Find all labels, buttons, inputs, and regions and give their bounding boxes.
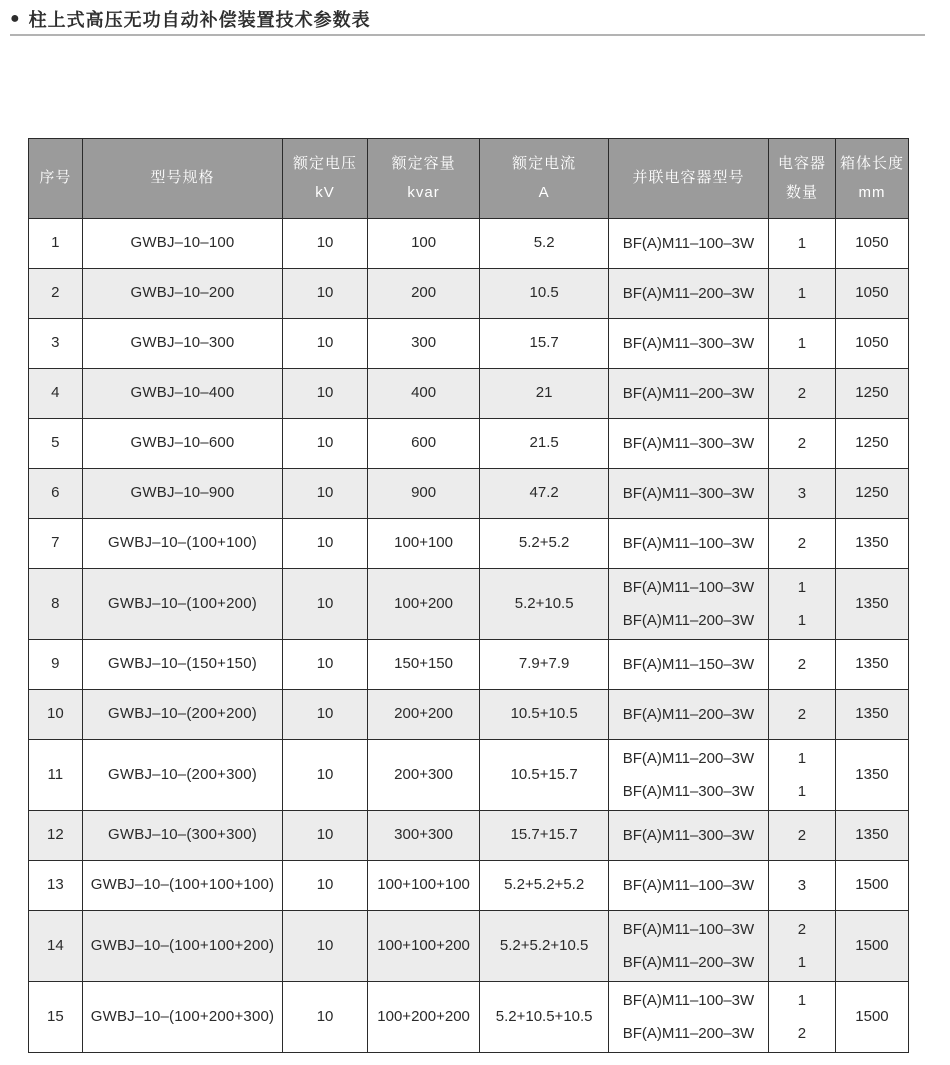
cell-index: 12 xyxy=(29,811,83,861)
cell-index: 8 xyxy=(29,569,83,640)
capacitor-model-line: BF(A)M11–100–3W xyxy=(622,579,755,596)
capacitor-count-line: 1 xyxy=(797,335,807,352)
cell-capacity: 400 xyxy=(367,369,480,419)
cell-index: 7 xyxy=(29,519,83,569)
cell-index: 10 xyxy=(29,690,83,740)
cell-voltage: 10 xyxy=(283,982,367,1053)
cell-capacity: 100+200+200 xyxy=(367,982,480,1053)
cell-capacitor-model xyxy=(608,911,768,982)
page-title-text: 柱上式高压无功自动补偿装置技术参数表 xyxy=(28,10,371,30)
cell-capacitor-model xyxy=(608,269,768,319)
capacitor-count-line: 1 xyxy=(797,285,807,302)
column-header-box_length-line: 箱体长度 xyxy=(839,155,904,172)
cell-box-length: 1350 xyxy=(835,740,908,811)
column-header-capacity-line: 额定容量 xyxy=(391,155,456,172)
cell-voltage: 10 xyxy=(283,519,367,569)
cell-model: GWBJ–10–(300+300) xyxy=(82,811,283,861)
cell-capacity: 200+300 xyxy=(367,740,480,811)
capacitor-model-line: BF(A)M11–100–3W xyxy=(622,921,755,938)
capacitor-model-line: BF(A)M11–100–3W xyxy=(622,992,755,1009)
capacitor-model-line: BF(A)M11–200–3W xyxy=(622,750,755,767)
column-header-box_length xyxy=(835,139,908,219)
column-header-voltage-line: 额定电压 xyxy=(293,155,358,172)
cell-voltage: 10 xyxy=(283,640,367,690)
column-header-capacitor_count-line: 数量 xyxy=(785,183,818,201)
capacitor-count-line: 1 xyxy=(797,612,807,629)
table-header xyxy=(29,139,909,219)
cell-model: GWBJ–10–900 xyxy=(82,469,283,519)
cell-capacitor-count xyxy=(769,640,836,690)
capacitor-model-line: BF(A)M11–300–3W xyxy=(622,335,755,352)
capacitor-count-line: 1 xyxy=(797,992,807,1009)
table-row xyxy=(29,519,909,569)
column-header-capacitor_model xyxy=(608,139,768,219)
cell-index: 2 xyxy=(29,269,83,319)
cell-index: 1 xyxy=(29,219,83,269)
cell-current: 5.2+10.5+10.5 xyxy=(480,982,608,1053)
table-row xyxy=(29,982,909,1053)
capacitor-count-line: 1 xyxy=(797,235,807,252)
cell-capacity: 100 xyxy=(367,219,480,269)
capacitor-model-line: BF(A)M11–200–3W xyxy=(622,285,755,302)
column-header-capacitor_count-line: 电容器 xyxy=(777,155,826,172)
column-header-capacity xyxy=(367,139,480,219)
column-header-current-line: 额定电流 xyxy=(512,155,577,172)
cell-current: 15.7 xyxy=(480,319,608,369)
capacitor-model-line: BF(A)M11–300–3W xyxy=(622,485,755,502)
cell-capacity: 100+100+200 xyxy=(367,911,480,982)
cell-current: 21 xyxy=(480,369,608,419)
capacitor-model-line: BF(A)M11–200–3W xyxy=(622,612,755,629)
cell-box-length: 1500 xyxy=(835,982,908,1053)
cell-model: GWBJ–10–(100+200) xyxy=(82,569,283,640)
cell-capacity: 200+200 xyxy=(367,690,480,740)
capacitor-count-line: 1 xyxy=(797,783,807,800)
table-body xyxy=(29,219,909,1053)
cell-current: 10.5 xyxy=(480,269,608,319)
cell-capacitor-count xyxy=(769,911,836,982)
capacitor-model-line: BF(A)M11–100–3W xyxy=(622,877,755,894)
table-row xyxy=(29,811,909,861)
table-row xyxy=(29,569,909,640)
column-header-capacity-line: kvar xyxy=(407,183,440,201)
column-header-current-line: A xyxy=(538,183,550,201)
cell-model: GWBJ–10–600 xyxy=(82,419,283,469)
capacitor-model-line: BF(A)M11–300–3W xyxy=(622,827,755,844)
cell-index: 3 xyxy=(29,319,83,369)
cell-current: 5.2+10.5 xyxy=(480,569,608,640)
cell-capacity: 100+200 xyxy=(367,569,480,640)
cell-capacity: 100+100 xyxy=(367,519,480,569)
cell-capacitor-count xyxy=(769,319,836,369)
cell-capacity: 900 xyxy=(367,469,480,519)
capacitor-model-line: BF(A)M11–300–3W xyxy=(622,783,755,800)
cell-capacitor-count xyxy=(769,419,836,469)
capacitor-count-line: 2 xyxy=(797,706,807,723)
column-header-index-line: 序号 xyxy=(39,169,72,187)
cell-box-length: 1350 xyxy=(835,640,908,690)
cell-model: GWBJ–10–200 xyxy=(82,269,283,319)
cell-capacity: 200 xyxy=(367,269,480,319)
column-header-model-line: 型号规格 xyxy=(150,169,215,187)
cell-model: GWBJ–10–100 xyxy=(82,219,283,269)
capacitor-model-line: BF(A)M11–200–3W xyxy=(622,1025,755,1042)
column-header-model xyxy=(82,139,283,219)
capacitor-model-line: BF(A)M11–100–3W xyxy=(622,535,755,552)
capacitor-model-line: BF(A)M11–300–3W xyxy=(622,435,755,452)
cell-capacitor-count xyxy=(769,740,836,811)
cell-model: GWBJ–10–(100+100+100) xyxy=(82,861,283,911)
cell-capacity: 600 xyxy=(367,419,480,469)
capacitor-model-line: BF(A)M11–200–3W xyxy=(622,706,755,723)
cell-current: 15.7+15.7 xyxy=(480,811,608,861)
cell-capacitor-count xyxy=(769,861,836,911)
cell-capacitor-count xyxy=(769,690,836,740)
cell-capacitor-model xyxy=(608,690,768,740)
cell-capacitor-model xyxy=(608,419,768,469)
cell-capacitor-model xyxy=(608,519,768,569)
cell-capacity: 100+100+100 xyxy=(367,861,480,911)
cell-voltage: 10 xyxy=(283,269,367,319)
cell-current: 7.9+7.9 xyxy=(480,640,608,690)
capacitor-model-line: BF(A)M11–150–3W xyxy=(622,656,755,673)
table-row xyxy=(29,911,909,982)
cell-voltage: 10 xyxy=(283,690,367,740)
cell-box-length: 1250 xyxy=(835,419,908,469)
cell-capacitor-model xyxy=(608,219,768,269)
capacitor-count-line: 2 xyxy=(797,1025,807,1042)
capacitor-count-line: 3 xyxy=(797,877,807,894)
cell-capacitor-count xyxy=(769,569,836,640)
cell-box-length: 1050 xyxy=(835,269,908,319)
cell-box-length: 1350 xyxy=(835,519,908,569)
capacitor-count-line: 2 xyxy=(797,385,807,402)
cell-index: 5 xyxy=(29,419,83,469)
cell-box-length: 1350 xyxy=(835,569,908,640)
capacitor-count-line: 1 xyxy=(797,579,807,596)
table-row xyxy=(29,369,909,419)
cell-capacitor-count xyxy=(769,982,836,1053)
cell-voltage: 10 xyxy=(283,469,367,519)
cell-model: GWBJ–10–400 xyxy=(82,369,283,419)
cell-index: 15 xyxy=(29,982,83,1053)
capacitor-count-line: 2 xyxy=(797,435,807,452)
cell-capacitor-count xyxy=(769,519,836,569)
cell-index: 4 xyxy=(29,369,83,419)
cell-capacitor-model xyxy=(608,811,768,861)
column-header-voltage-line: kV xyxy=(315,183,335,201)
bullet-icon: ● xyxy=(10,10,20,27)
table-row xyxy=(29,269,909,319)
cell-model: GWBJ–10–(200+300) xyxy=(82,740,283,811)
capacitor-model-line: BF(A)M11–200–3W xyxy=(622,385,755,402)
cell-capacity: 300 xyxy=(367,319,480,369)
capacitor-model-line: BF(A)M11–100–3W xyxy=(622,235,755,252)
page-title xyxy=(10,6,371,32)
cell-index: 13 xyxy=(29,861,83,911)
column-header-capacitor_count xyxy=(769,139,836,219)
column-header-voltage xyxy=(283,139,367,219)
cell-model: GWBJ–10–(200+200) xyxy=(82,690,283,740)
cell-capacitor-model xyxy=(608,740,768,811)
cell-capacitor-model xyxy=(608,861,768,911)
cell-capacitor-count xyxy=(769,369,836,419)
cell-box-length: 1250 xyxy=(835,469,908,519)
cell-box-length: 1050 xyxy=(835,219,908,269)
column-header-box_length-line: mm xyxy=(858,183,886,201)
cell-capacitor-model xyxy=(608,569,768,640)
cell-voltage: 10 xyxy=(283,911,367,982)
cell-current: 5.2+5.2 xyxy=(480,519,608,569)
table-row xyxy=(29,419,909,469)
cell-capacitor-count xyxy=(769,269,836,319)
cell-box-length: 1050 xyxy=(835,319,908,369)
table-row xyxy=(29,319,909,369)
cell-voltage: 10 xyxy=(283,219,367,269)
cell-capacitor-model xyxy=(608,640,768,690)
capacitor-count-line: 1 xyxy=(797,954,807,971)
cell-voltage: 10 xyxy=(283,569,367,640)
cell-current: 10.5+15.7 xyxy=(480,740,608,811)
cell-current: 5.2+5.2+10.5 xyxy=(480,911,608,982)
cell-capacitor-model xyxy=(608,369,768,419)
cell-box-length: 1350 xyxy=(835,690,908,740)
cell-current: 5.2+5.2+5.2 xyxy=(480,861,608,911)
cell-capacitor-count xyxy=(769,219,836,269)
cell-voltage: 10 xyxy=(283,861,367,911)
cell-voltage: 10 xyxy=(283,419,367,469)
cell-box-length: 1500 xyxy=(835,861,908,911)
column-header-index xyxy=(29,139,83,219)
cell-current: 5.2 xyxy=(480,219,608,269)
cell-index: 11 xyxy=(29,740,83,811)
cell-box-length: 1350 xyxy=(835,811,908,861)
cell-capacitor-model xyxy=(608,982,768,1053)
capacitor-count-line: 2 xyxy=(797,827,807,844)
column-header-current xyxy=(480,139,608,219)
cell-current: 21.5 xyxy=(480,419,608,469)
cell-box-length: 1500 xyxy=(835,911,908,982)
capacitor-count-line: 2 xyxy=(797,535,807,552)
cell-current: 10.5+10.5 xyxy=(480,690,608,740)
table-row xyxy=(29,861,909,911)
capacitor-model-line: BF(A)M11–200–3W xyxy=(622,954,755,971)
capacitor-count-line: 2 xyxy=(797,921,807,938)
table-row xyxy=(29,469,909,519)
cell-capacitor-model xyxy=(608,319,768,369)
column-header-capacitor_model-line: 并联电容器型号 xyxy=(632,169,745,187)
capacitor-count-line: 2 xyxy=(797,656,807,673)
cell-index: 14 xyxy=(29,911,83,982)
cell-index: 6 xyxy=(29,469,83,519)
cell-box-length: 1250 xyxy=(835,369,908,419)
capacitor-count-line: 1 xyxy=(797,750,807,767)
cell-model: GWBJ–10–300 xyxy=(82,319,283,369)
table-row xyxy=(29,219,909,269)
cell-capacity: 150+150 xyxy=(367,640,480,690)
cell-index: 9 xyxy=(29,640,83,690)
title-underline xyxy=(10,34,925,36)
cell-capacity: 300+300 xyxy=(367,811,480,861)
parameters-table xyxy=(28,138,909,1053)
cell-voltage: 10 xyxy=(283,319,367,369)
cell-capacitor-model xyxy=(608,469,768,519)
capacitor-count-line: 3 xyxy=(797,485,807,502)
cell-voltage: 10 xyxy=(283,369,367,419)
cell-current: 47.2 xyxy=(480,469,608,519)
table-row xyxy=(29,740,909,811)
table-row xyxy=(29,690,909,740)
cell-voltage: 10 xyxy=(283,740,367,811)
cell-model: GWBJ–10–(100+100+200) xyxy=(82,911,283,982)
cell-model: GWBJ–10–(150+150) xyxy=(82,640,283,690)
cell-model: GWBJ–10–(100+100) xyxy=(82,519,283,569)
cell-voltage: 10 xyxy=(283,811,367,861)
table-header-row xyxy=(29,139,909,219)
table-row xyxy=(29,640,909,690)
cell-capacitor-count xyxy=(769,469,836,519)
cell-model: GWBJ–10–(100+200+300) xyxy=(82,982,283,1053)
cell-capacitor-count xyxy=(769,811,836,861)
